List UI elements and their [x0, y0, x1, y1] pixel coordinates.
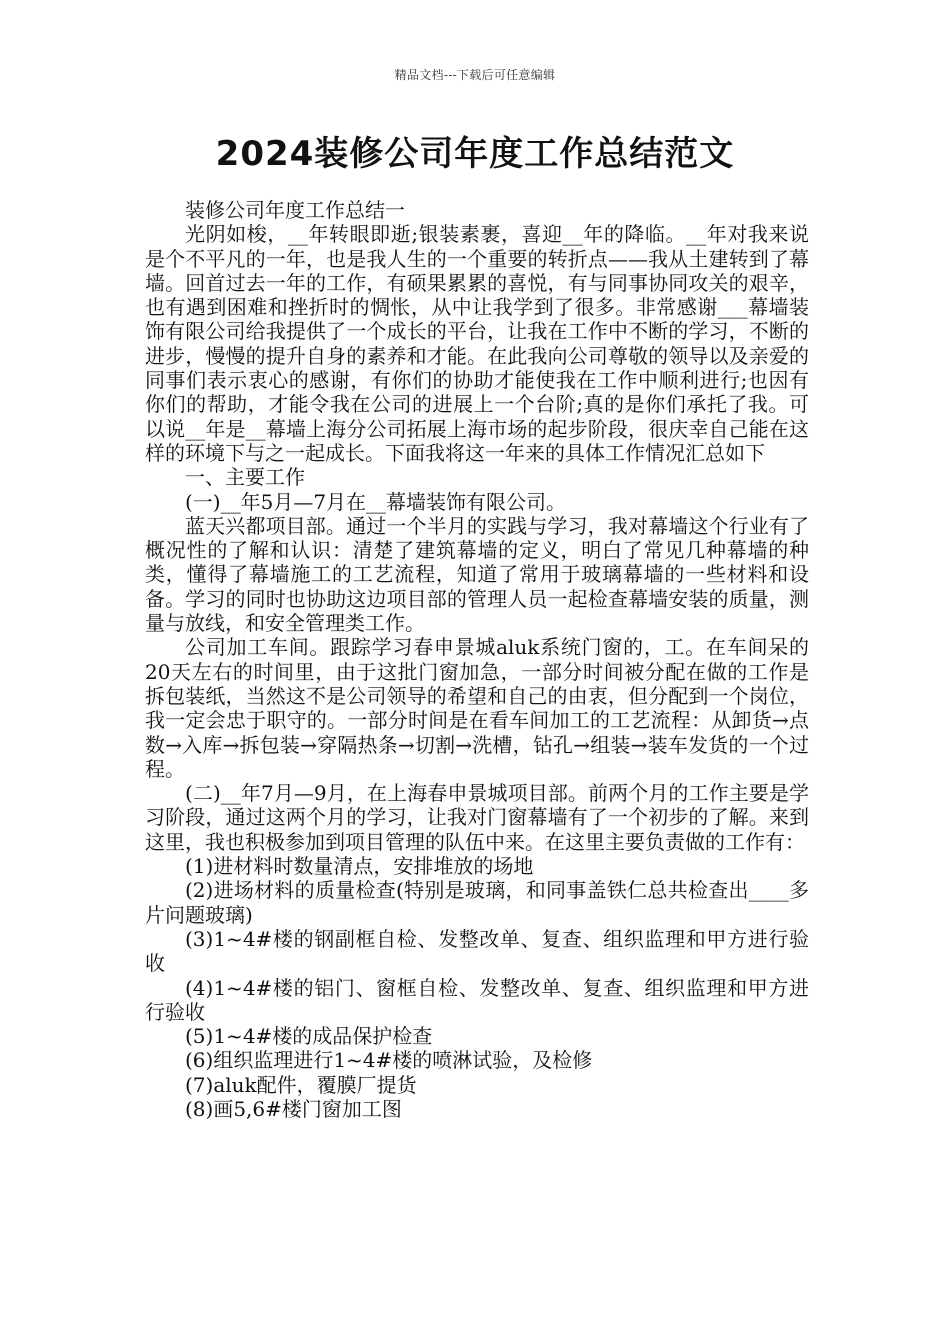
body-paragraph: 光阴如梭，__年转眼即逝;银装素裹，喜迎__年的降临。__年对我来说是个不平凡的一年，也是我人生的一个重要的转折点——我从土建转到了幕墙。回首过去一年的工作，有硕果累累的喜悦，有与同事协同攻关的艰辛，也有遇到困难和挫折时的惆怅，从中让我学到了很多。非常感谢___幕墙装饰有限公司给我提供了一个成长的平台，让我在工作中不断的学习，不断的进步，慢慢的提升自身的素养和才能。在此我向公司尊敬的领导以及亲爱的同事们表示衷心的感谢，有你们的协助才能使我在工作中顺利进行;也因有你们的帮助，才能令我在公司的进展上一个台阶;真的是你们承托了我。可以说__年是__幕墙上海分公司拓展上海市场的起步阶段，很庆幸自己能在这样的环境下与之一起成长。下面我将这一年来的具体工作情况汇总如下 — [145, 222, 809, 465]
subsection-heading: (一)__年5月—7月在__幕墙装饰有限公司。 — [185, 489, 567, 514]
running-header: 精品文档---下载后可任意编辑 — [394, 68, 556, 82]
list-item: (8)画5,6#楼门窗加工图 — [185, 1096, 402, 1121]
list-item: (6)组织监理进行1~4#楼的喷淋试验，及检修 — [185, 1048, 593, 1073]
section-heading: 一、主要工作 — [185, 465, 305, 490]
document-body — [145, 198, 809, 1121]
body-paragraph: (二)__年7月—9月，在上海春申景城项目部。前两个月的工作主要是学习阶段，通过这两个月的学习，让我对门窗幕墙有了一个初步的了解。来到这里，我也积极参加到项目管理的队伍中来。在这里主要负责做的工作有： — [145, 781, 809, 854]
body-paragraph: 公司加工车间。跟踪学习春申景城aluk系统门窗的，工。在车间呆的20天左右的时间里，由于这批门窗加急，一部分时间被分配在做的工作是拆包装纸，当然这不是公司领导的希望和自己的由衷，但分配到一个岗位，我一定会忠于职守的。一部分时间是在看车间加工的工艺流程：从卸货→点数→入库→拆包装→穿隔热条→切割→洗槽，钻孔→组装→装车发货的一个过程。 — [145, 635, 809, 781]
list-item: (2)进场材料的质量检查(特别是玻璃，和同事盖铁仁总共检查出____多片问题玻璃) — [145, 878, 809, 927]
list-item: (5)1~4#楼的成品保护检查 — [185, 1024, 433, 1049]
list-item: (7)aluk配件，覆膜厂提货 — [185, 1072, 417, 1097]
section-heading: 装修公司年度工作总结一 — [185, 198, 405, 222]
list-item: (1)进材料时数量清点，安排堆放的场地 — [185, 854, 534, 879]
list-item: (4)1~4#楼的铝门、窗框自检、发整改单、复查、组织监理和甲方进行验收 — [145, 975, 809, 1024]
body-paragraph: 蓝天兴都项目部。通过一个半月的实践与学习，我对幕墙这个行业有了概况性的了解和认识：清楚了建筑幕墙的定义，明白了常见几种幕墙的种类，懂得了幕墙施工的工艺流程，知道了常用于玻璃幕墙的一些材料和设备。学习的同时也协助这边项目部的管理人员一起检查幕墙安装的质量，测量与放线，和安全管理类工作。 — [145, 513, 809, 636]
list-item: (3)1~4#楼的钢副框自检、发整改单、复查、组织监理和甲方进行验收 — [145, 926, 809, 976]
document-title: 2024装修公司年度工作总结范文 — [215, 134, 735, 174]
